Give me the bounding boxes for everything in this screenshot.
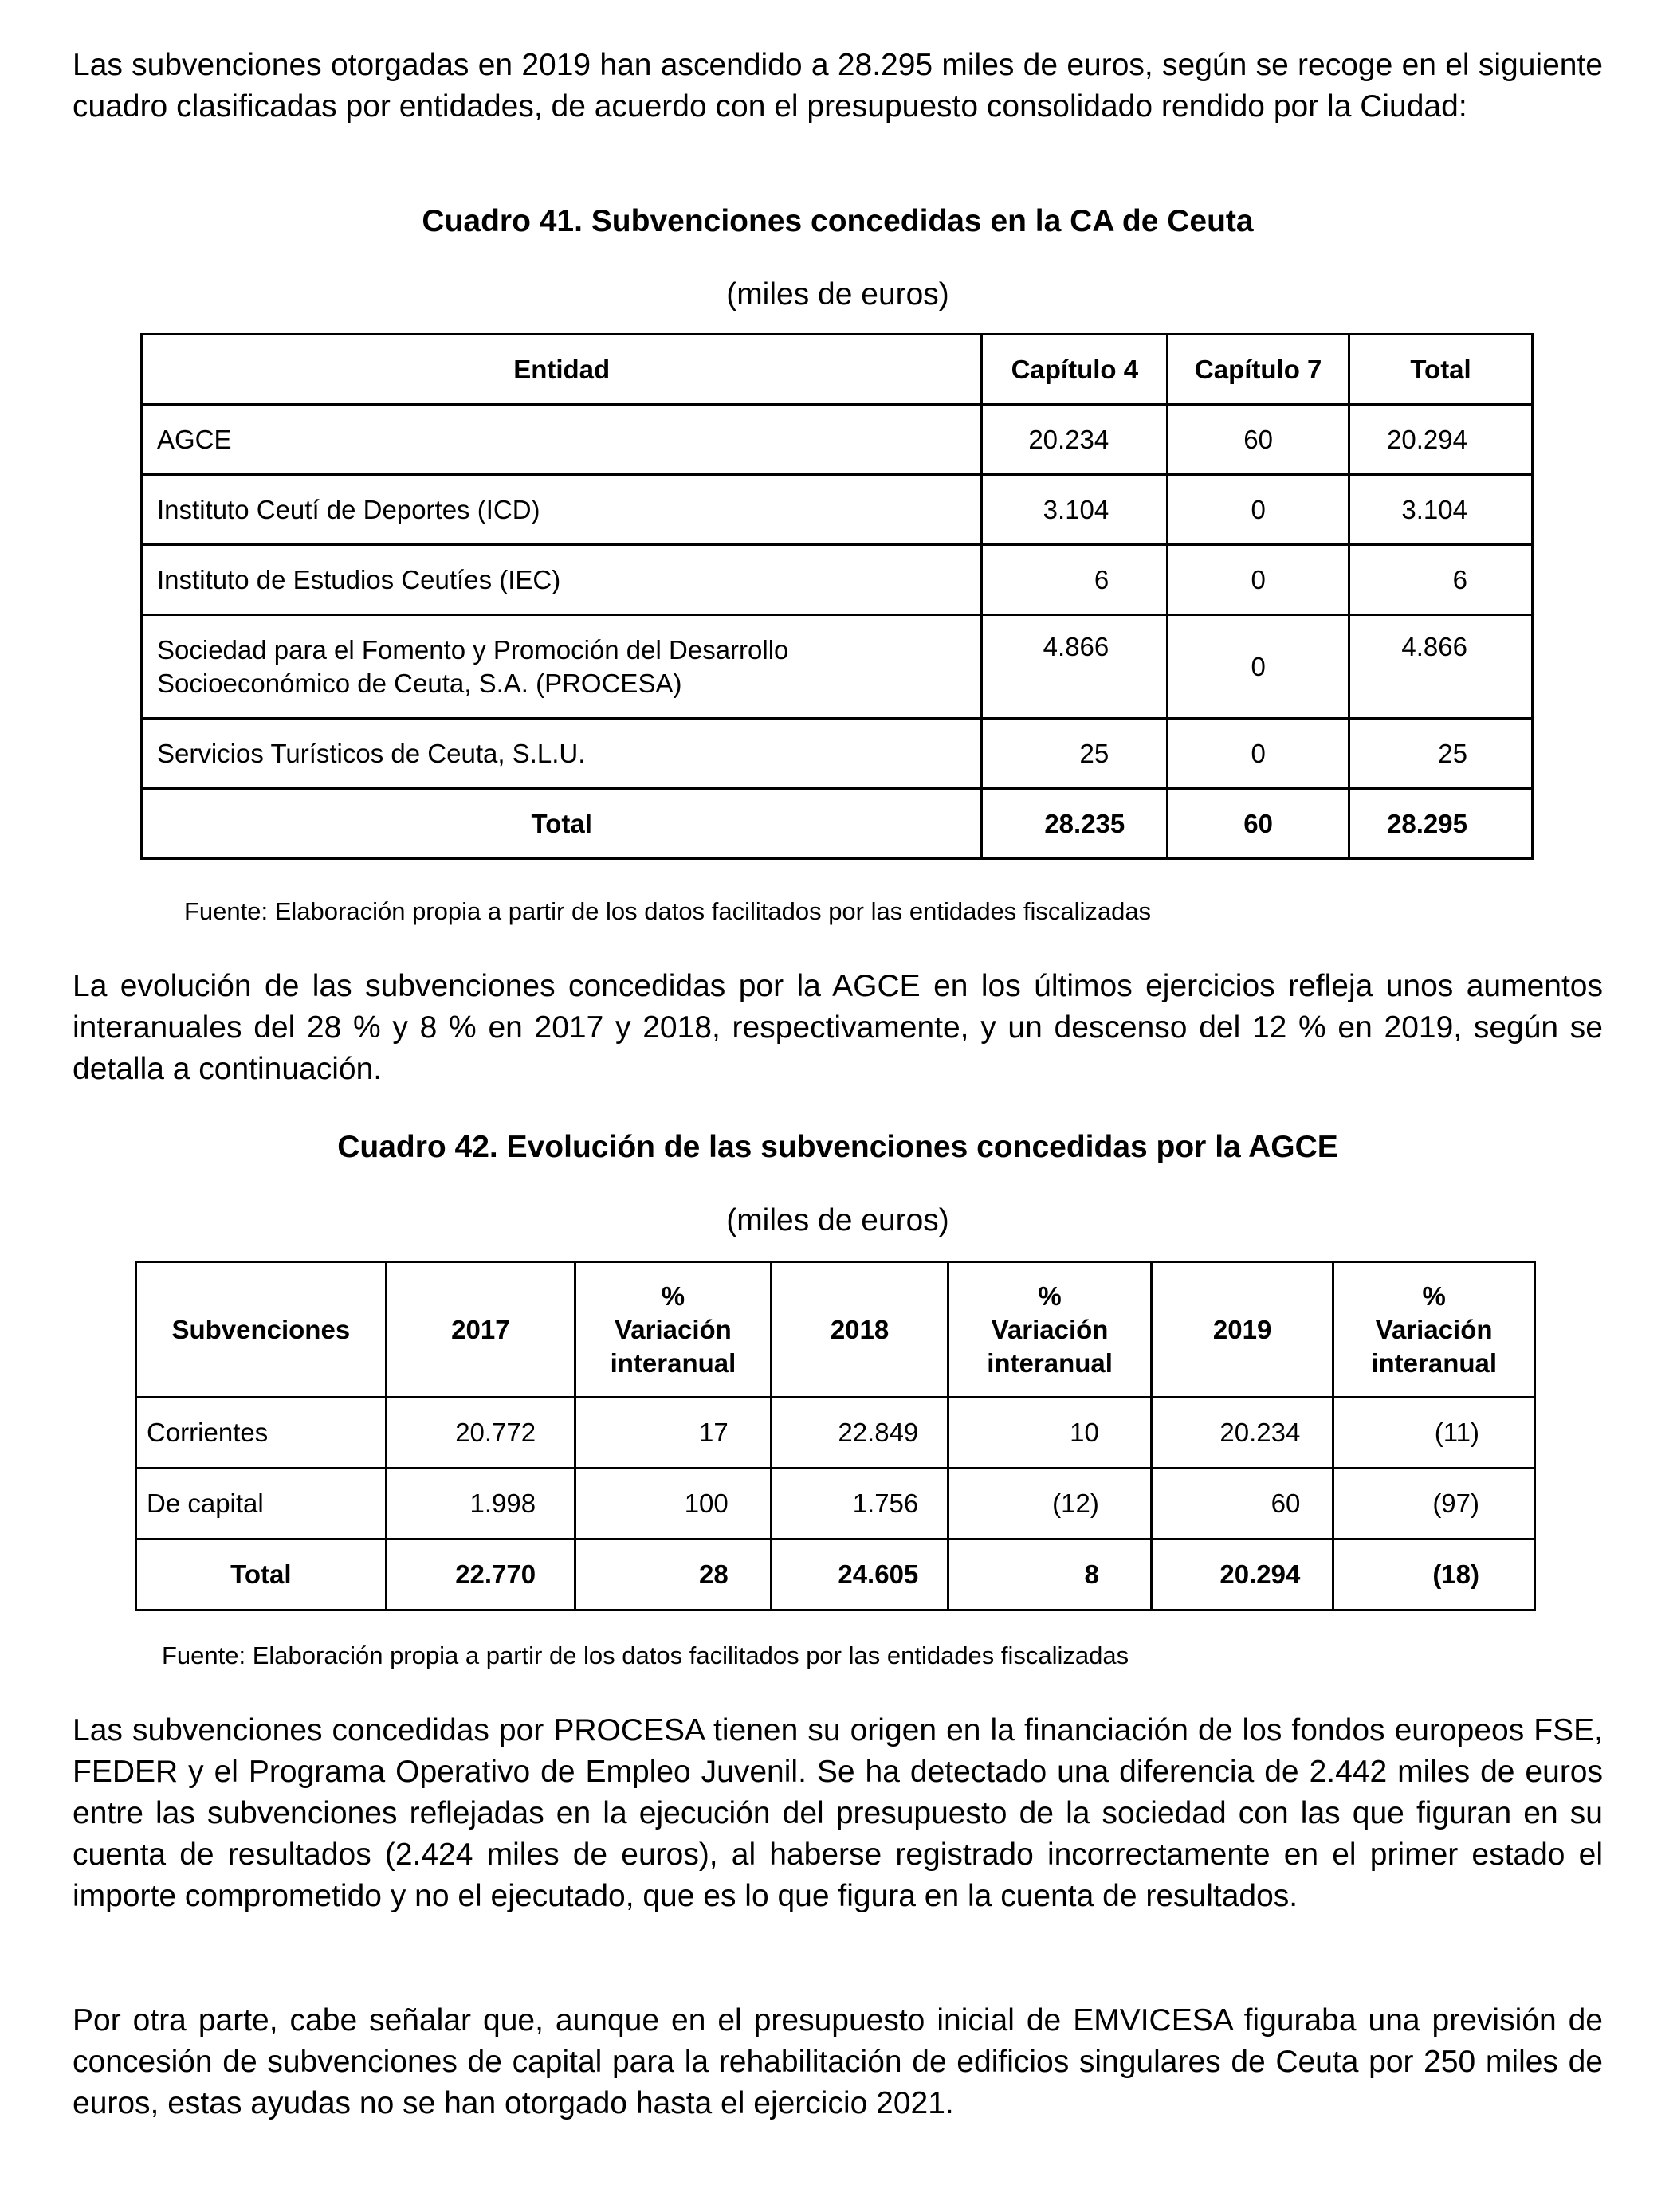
- cap4-cell: 6: [982, 545, 1168, 615]
- entidad-cell: Servicios Turísticos de Ceuta, S.L.U.: [142, 719, 982, 789]
- table41: [140, 333, 1534, 860]
- entidad-line-2: Socioeconómico de Ceuta, S.A. (PROCESA): [157, 668, 682, 698]
- table-row: [136, 1398, 1535, 1469]
- header-line: %: [1038, 1281, 1062, 1311]
- table41-total-row: [142, 789, 1533, 859]
- table42-header-var2019: [1333, 1262, 1535, 1398]
- total-cell: 20.294: [1349, 405, 1533, 475]
- v2017-cell: 17: [575, 1398, 772, 1469]
- paragraph-procesa: Las subvenciones concedidas por PROCESA tienen su origen en la financiación de los fondos europeos FSE, FEDER y el Programa Operativo de Empleo Juvenil. Se ha detectado una diferencia de 2.442 miles de euros entre las subvenciones reflejadas en la ejecución del presupuesto de la sociedad con las que figuran en su cuenta de resultados (2.424 miles de euros), al haberse registrado incorrectamente en el primer estado el importe comprometido y no el ejecutado, que es lo que figura en la cuenta de resultados.: [73, 1713, 1603, 1913]
- table-row: [142, 545, 1533, 615]
- table42-header-2017: 2017: [386, 1262, 575, 1398]
- entidad-line-1: Sociedad para el Fomento y Promoción del Desarrollo: [157, 634, 789, 665]
- table42-subtitle: (miles de euros): [726, 1203, 949, 1237]
- v2019-total-cell: (18): [1333, 1539, 1535, 1610]
- table-row: [142, 615, 1533, 719]
- table-row: [136, 1469, 1535, 1539]
- header-line: Variación: [991, 1314, 1109, 1344]
- cap7-cell: 0: [1168, 545, 1349, 615]
- v2018-total-cell: 8: [948, 1539, 1152, 1610]
- total-cell: 25: [1349, 719, 1533, 789]
- v2018-cell: 10: [948, 1398, 1152, 1469]
- total-label-cell: Total: [136, 1539, 387, 1610]
- cap7-total-cell: 60: [1168, 789, 1349, 859]
- table41-header-total: Total: [1349, 335, 1533, 405]
- total-cell: 4.866: [1349, 615, 1533, 719]
- y2018-total-cell: 24.605: [771, 1539, 948, 1610]
- table-row: [142, 475, 1533, 545]
- v2019-cell: (97): [1333, 1469, 1535, 1539]
- cap4-cell: 3.104: [982, 475, 1168, 545]
- cap4-cell: 20.234: [982, 405, 1168, 475]
- entidad-cell: AGCE: [142, 405, 982, 475]
- total-cell: 3.104: [1349, 475, 1533, 545]
- paragraph-intro: Las subvenciones otorgadas en 2019 han ascendido a 28.295 miles de euros, según se recoge en el siguiente cuadro clasificadas por entidades, de acuerdo con el presupuesto consolidado rendido por la Ciudad:: [73, 48, 1603, 124]
- cap7-cell: 0: [1168, 719, 1349, 789]
- y2019-cell: 60: [1151, 1469, 1333, 1539]
- table42-header-var2017: [575, 1262, 772, 1398]
- header-line: interanual: [987, 1347, 1113, 1378]
- header-line: %: [1422, 1281, 1446, 1311]
- table42-title: Cuadro 42. Evolución de las subvenciones concedidas por la AGCE: [337, 1130, 1338, 1164]
- y2019-total-cell: 20.294: [1151, 1539, 1333, 1610]
- table42-total-row: [136, 1539, 1535, 1610]
- entidad-cell: Instituto Ceutí de Deportes (ICD): [142, 475, 982, 545]
- entidad-cell: Instituto de Estudios Ceutíes (IEC): [142, 545, 982, 615]
- total-cell: 6: [1349, 545, 1533, 615]
- cap7-cell: 60: [1168, 405, 1349, 475]
- paragraph-evolution: La evolución de las subvenciones concedidas por la AGCE en los últimos ejercicios refleja unos aumentos interanuales del 28 % y 8 % en 2017 y 2018, respectivamente, y un descenso del 12 % en 2019, según se detalla a continuación.: [73, 969, 1603, 1086]
- table41-source: Fuente: Elaboración propia a partir de los datos facilitados por las entidades fiscalizadas: [184, 897, 1152, 925]
- header-line: interanual: [610, 1347, 736, 1378]
- entidad-cell: [142, 615, 982, 719]
- table41-header-entidad: Entidad: [142, 335, 982, 405]
- header-line: %: [661, 1281, 685, 1311]
- table41-header-row: [142, 335, 1533, 405]
- header-line: Variación: [1375, 1314, 1493, 1344]
- table42-header-2018: 2018: [771, 1262, 948, 1398]
- cap4-cell: 25: [982, 719, 1168, 789]
- grand-total-cell: 28.295: [1349, 789, 1533, 859]
- cap7-cell: 0: [1168, 475, 1349, 545]
- v2017-cell: 100: [575, 1469, 772, 1539]
- table42-header-subvenciones: Subvenciones: [136, 1262, 387, 1398]
- table41-title: Cuadro 41. Subvenciones concedidas en la CA de Ceuta: [422, 204, 1254, 238]
- table41-subtitle: (miles de euros): [726, 277, 949, 312]
- table42: [135, 1261, 1536, 1611]
- table42-header-2019: 2019: [1151, 1262, 1333, 1398]
- y2017-total-cell: 22.770: [386, 1539, 575, 1610]
- y2017-cell: 20.772: [386, 1398, 575, 1469]
- table42-source: Fuente: Elaboración propia a partir de los datos facilitados por las entidades fiscalizadas: [162, 1641, 1129, 1669]
- cap4-total-cell: 28.235: [982, 789, 1168, 859]
- table42-header-var2018: [948, 1262, 1152, 1398]
- label-cell: De capital: [136, 1469, 387, 1539]
- table41-header-cap4: Capítulo 4: [982, 335, 1168, 405]
- total-label-cell: Total: [142, 789, 982, 859]
- table-row: [142, 719, 1533, 789]
- table42-header-row: [136, 1262, 1535, 1398]
- header-line: interanual: [1371, 1347, 1498, 1378]
- paragraph-emvicesa: Por otra parte, cabe señalar que, aunque en el presupuesto inicial de EMVICESA figuraba una previsión de concesión de subvenciones de capital para la rehabilitación de edificios singulares de Ceuta por 250 miles de euros, estas ayudas no se han otorgado hasta el ejercicio 2021.: [73, 2003, 1603, 2120]
- cap4-cell: 4.866: [982, 615, 1168, 719]
- v2017-total-cell: 28: [575, 1539, 772, 1610]
- y2017-cell: 1.998: [386, 1469, 575, 1539]
- table-row: [142, 405, 1533, 475]
- table41-header-cap7: Capítulo 7: [1168, 335, 1349, 405]
- y2019-cell: 20.234: [1151, 1398, 1333, 1469]
- v2018-cell: (12): [948, 1469, 1152, 1539]
- cap7-cell: 0: [1168, 615, 1349, 719]
- label-cell: Corrientes: [136, 1398, 387, 1469]
- y2018-cell: 22.849: [771, 1398, 948, 1469]
- v2019-cell: (11): [1333, 1398, 1535, 1469]
- header-line: Variación: [615, 1314, 732, 1344]
- y2018-cell: 1.756: [771, 1469, 948, 1539]
